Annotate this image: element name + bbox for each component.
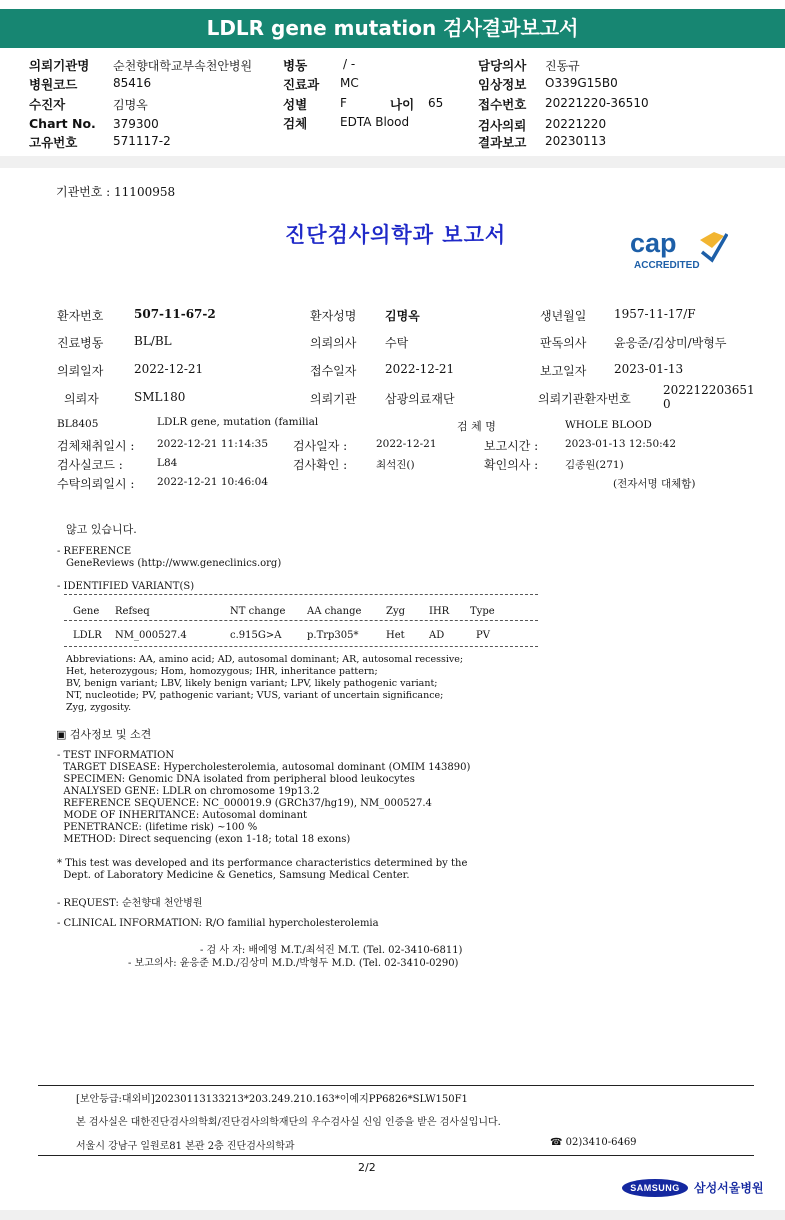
meta-specimen-value: WHOLE BLOOD [565,419,652,431]
dob-value: 1957-11-17/F [614,307,696,321]
specimen-label: 검체 [283,116,308,131]
instpid-label: 의뢰기관환자번호 [538,392,631,406]
consign-label: 수탁의뢰일시 : [57,477,135,491]
rcvdate-label: 접수일자 [310,364,357,378]
patient-value: 김명옥 [113,98,148,112]
requester-value: SML180 [134,390,186,404]
doctor-value: 진동규 [545,59,580,73]
reference-heading: - REFERENCE [57,546,132,557]
th-zyg: Zyg [386,606,405,617]
specimen-value: EDTA Blood [340,115,410,129]
rcvdate-value: 2022-12-21 [385,362,455,376]
footer-rule-bottom [38,1155,754,1156]
td-aa-change: p.Trp305* [307,630,359,641]
readdoc-value: 윤응준/김상미/박형두 [614,336,727,350]
td-ihr: AD [429,630,445,641]
pid-value: 507-11-67-2 [134,307,216,321]
room-label: 검사실코드 : [57,458,123,472]
esign-note: (전자서명 대체함) [613,478,696,490]
td-refseq: NM_000527.4 [115,630,187,641]
reporttime-value: 2023-01-13 12:50:42 [565,438,677,450]
hospital-value: 순천향대학교부속천안병원 [113,59,253,73]
doctor-label: 담당의사 [478,58,527,73]
td-gene: LDLR [73,630,102,641]
clinical-label: 임상정보 [478,77,527,92]
table-rule-mid [64,620,538,621]
note-line: * This test was developed and its performance characteristics determined by the [57,858,468,869]
hospital-logo-text: 삼성서울병원 [694,1181,764,1195]
dept-label: 진료과 [283,77,320,92]
request-line: - REQUEST: 순천향대 천안병원 [57,898,203,909]
room-value: L84 [157,457,178,469]
reqdoc-label: 의뢰의사 [310,336,357,350]
test-info-line: - TEST INFORMATION [57,750,175,761]
test-info-line: REFERENCE SEQUENCE: NC_000019.9 (GRCh37/hg19), NM_000527.4 [57,798,432,809]
cap-accredited-text: ACCREDITED [634,260,700,271]
th-nt-change: NT change [230,606,286,617]
examdate-value: 2022-12-21 [376,438,437,450]
td-type: PV [476,630,490,641]
pid-label: 환자번호 [57,309,104,323]
reference-text: GeneReviews (http://www.geneclinics.org) [66,558,282,569]
th-gene: Gene [73,606,100,617]
security-line: [보안등급:대외비]20230113133213*203.249.210.163*이예지PP6826*SLW150F1 [76,1094,468,1105]
result-label: 결과보고 [478,135,527,150]
th-refseq: Refseq [115,606,150,617]
th-ihr: IHR [429,606,450,617]
collect-value: 2022-12-21 11:14:35 [157,438,269,450]
receipt-label: 접수번호 [478,97,527,112]
cap-text: cap [630,228,677,258]
tel-line: ☎ 02)3410-6469 [550,1137,637,1148]
test-info-line: SPECIMEN: Genomic DNA isolated from peripheral blood leukocytes [57,774,415,785]
cap-accredited-logo [628,226,728,274]
sex-label: 성별 [283,97,308,112]
reporttime-label: 보고시간 : [484,439,539,453]
test-info-line: PENETRANCE: (lifetime risk) ~100 % [57,822,258,833]
examiner-line: - 검 사 자: 배예영 M.T./최석진 M.T. (Tel. 02-3410-6811) [200,945,463,956]
reqinst-label: 의뢰기관 [310,392,357,406]
abbrev-line: Abbreviations: AA, amino acid; AD, autosomal dominant; AR, autosomal recessive; [66,654,464,665]
patient-label: 수진자 [29,97,66,112]
cert-line: 본 검사실은 대한진단검사의학회/진단검사의학재단의 우수검사실 신임 인증을 받은 검사실입니다. [76,1117,501,1128]
test-name: LDLR gene, mutation (familial [157,416,319,428]
dept-value: MC [340,76,359,90]
td-zyg: Het [386,630,405,641]
examdate-label: 검사일자 : [293,439,348,453]
abbrev-line: Zyg, zygosity. [66,702,132,713]
ward-value: / - [343,57,356,71]
reqdate-value: 2022-12-21 [134,362,204,376]
hospital-label: 의뢰기관명 [29,58,90,73]
samsung-logo [622,1179,688,1197]
th-aa-change: AA change [307,606,362,617]
unique-label: 고유번호 [29,135,78,150]
unique-value: 571117-2 [113,134,171,148]
requester-label: 의뢰자 [64,392,99,406]
clinical-value: O339G15B0 [545,76,618,90]
report-title: LDLR gene mutation 검사결과보고서 [206,16,579,40]
repdate-label: 보고일자 [540,364,587,378]
readdoc-label: 판독의사 [540,336,587,350]
instpid-value-1: 202212203651 [663,383,755,397]
variants-heading: - IDENTIFIED VARIANT(S) [57,581,195,592]
confirmdoc-value: 김종원(271) [565,459,624,471]
request-value: 20221220 [545,117,607,131]
table-rule-bottom [64,646,538,647]
abbrev-line: BV, benign variant; LBV, likely benign variant; LPV, likely pathogenic variant; [66,678,438,689]
request-label: 검사의뢰 [478,118,527,133]
clinical-line: - CLINICAL INFORMATION: R/O familial hypercholesterolemia [57,918,379,929]
chart-label: Chart No. [29,116,96,131]
test-info-line: ANALYSED GENE: LDLR on chromosome 19p13.2 [57,786,320,797]
table-rule-top [64,594,538,595]
address-line: 서울시 강남구 일원로81 본관 2층 진단검사의학과 [76,1141,295,1152]
th-type: Type [470,606,495,617]
ward2-label: 진료병동 [57,336,104,350]
hospcode-value: 85416 [113,76,152,90]
reqdoc-value: 수탁 [385,336,409,350]
body-line1: 않고 있습니다. [66,523,137,536]
collect-label: 검체채취일시 : [57,439,135,453]
abbrev-line: NT, nucleotide; PV, pathogenic variant; VUS, variant of uncertain significance; [66,690,444,701]
header-divider [0,156,785,168]
td-nt-change: c.915G>A [230,630,282,641]
confirm-value: 최석진() [376,459,415,471]
abbrev-line: Het, heterozygous; Hom, homozygous; IHR, inheritance pattern; [66,666,378,677]
test-info-line: METHOD: Direct sequencing (exon 1-18; total 18 exons) [57,834,351,845]
institution-number: 기관번호 : 11100958 [56,185,176,199]
page-bottom-bar [0,1210,785,1220]
age-label: 나이 [390,97,415,112]
ward2-value: BL/BL [134,334,172,348]
meta-specimen-label: 검 체 명 [457,420,496,433]
instpid-value-2: 0 [663,397,671,411]
consign-value: 2022-12-21 10:46:04 [157,476,269,488]
ward-label: 병동 [283,58,308,73]
note-line: Dept. of Laboratory Medicine & Genetics, Samsung Medical Center. [57,870,410,881]
result-value: 20230113 [545,134,607,148]
section-title: ▣ 검사정보 및 소견 [56,728,152,741]
confirm-label: 검사확인 : [293,458,348,472]
confirmdoc-label: 확인의사 : [484,458,539,472]
receipt-value: 20221220-36510 [545,96,649,110]
reqdate-label: 의뢰일자 [57,364,104,378]
age-value: 65 [428,96,444,110]
pname-label: 환자성명 [310,309,357,323]
hospcode-label: 병원코드 [29,77,78,92]
test-info-line: TARGET DISEASE: Hypercholesterolemia, autosomal dominant (OMIM 143890) [57,762,471,773]
reqinst-value: 삼광의료재단 [385,392,455,406]
sex-value: F [340,96,347,110]
page-number: 2/2 [358,1161,376,1174]
dob-label: 생년월일 [540,309,587,323]
samsung-logo-text: SAMSUNG [630,1183,680,1193]
footer-rule-top [38,1085,754,1086]
report-main-title: 진단검사의학과 보고서 [285,222,507,247]
repdate-value: 2023-01-13 [614,362,684,376]
reporter-line: - 보고의사: 윤응준 M.D./김상미 M.D./박형두 M.D. (Tel. 02-3410-0290) [128,958,459,969]
pname-value: 김명옥 [385,309,420,323]
chart-value: 379300 [113,117,159,131]
test-code: BL8405 [57,418,99,430]
test-info-line: MODE OF INHERITANCE: Autosomal dominant [57,810,308,821]
